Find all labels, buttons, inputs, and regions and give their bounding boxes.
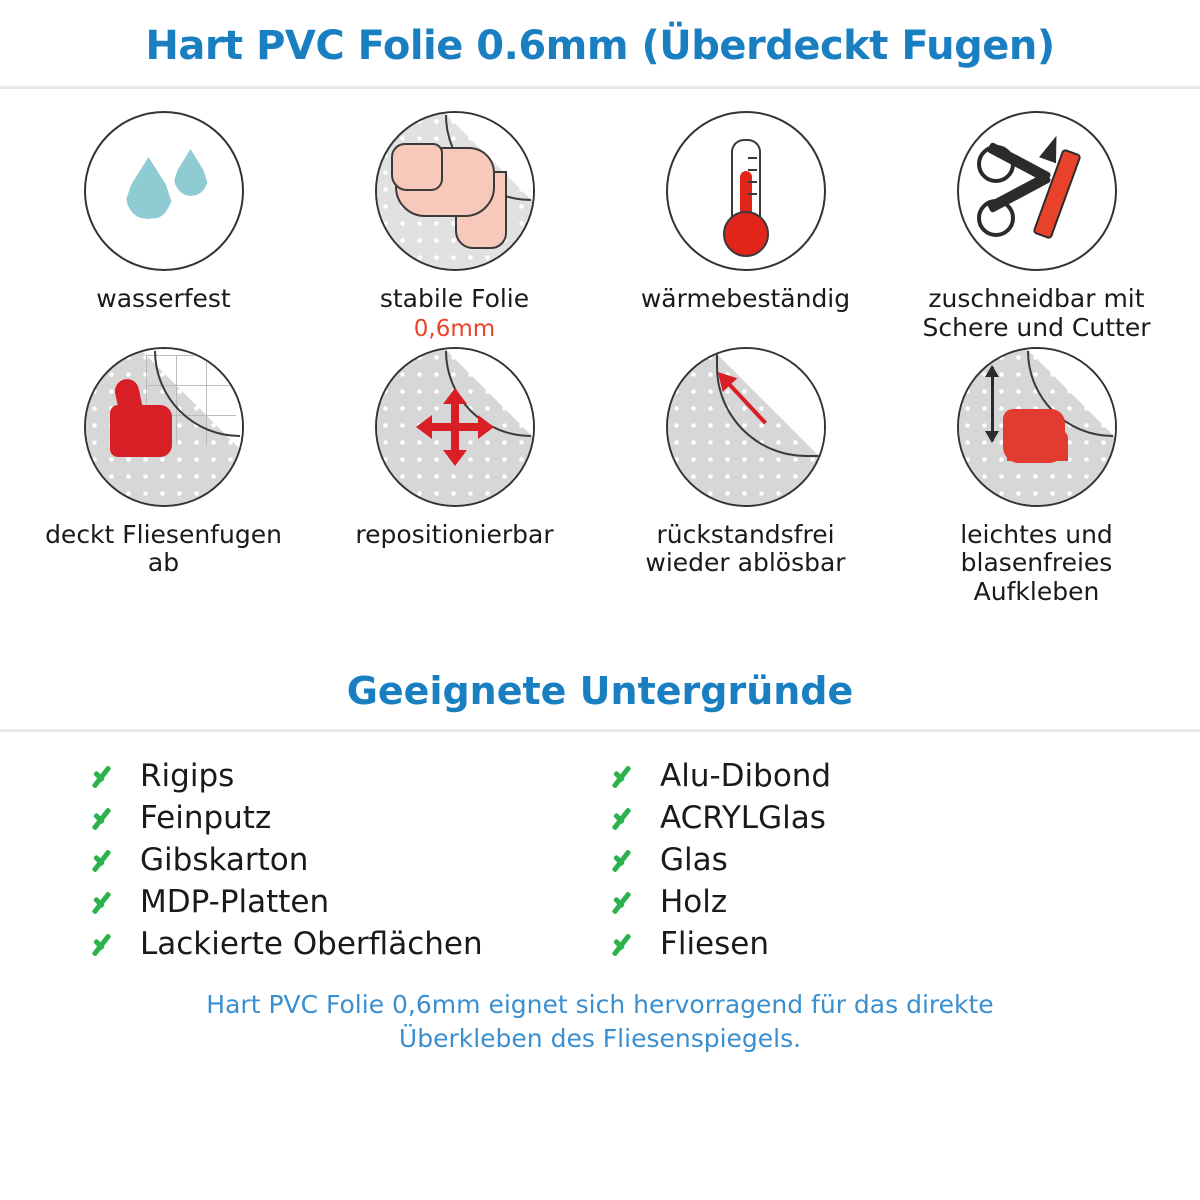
subtitle-bar <box>0 663 1200 732</box>
check-icon <box>610 886 642 918</box>
substrates-column-right <box>610 758 1110 962</box>
check-icon <box>90 760 122 792</box>
feature-grid <box>0 89 1200 607</box>
list-item <box>90 884 590 920</box>
list-item-label: MDP-Platten <box>140 883 330 920</box>
feature-label: repositionierbar <box>355 519 554 549</box>
substrates-column-left <box>90 758 590 962</box>
list-item <box>90 800 590 836</box>
check-icon <box>90 928 122 960</box>
list-item-label: Gibskarton <box>140 841 309 878</box>
peel-off-arrow-icon <box>666 347 826 507</box>
page-title: Hart PVC Folie 0.6mm (Überdeckt Fugen) <box>145 23 1055 69</box>
list-item <box>90 842 590 878</box>
title-bar <box>0 0 1200 89</box>
feature-item <box>18 111 309 343</box>
feature-item <box>600 111 891 343</box>
list-item <box>610 758 1110 794</box>
list-item <box>610 926 1110 962</box>
list-item <box>90 758 590 794</box>
footer-line-1: Hart PVC Folie 0,6mm eignet sich hervorragend für das direkte <box>206 989 994 1019</box>
substrates-title: Geeignete Untergründe <box>346 668 854 713</box>
list-item-label: Fliesen <box>660 925 769 962</box>
list-item <box>610 842 1110 878</box>
substrates-list <box>0 732 1200 962</box>
feature-label: stabile Folie <box>379 284 530 313</box>
feature-item <box>891 347 1182 607</box>
hand-apply-icon <box>957 347 1117 507</box>
feature-label: zuschneidbar mit Schere und Cutter <box>922 284 1151 342</box>
feature-label: deckt Fliesenfugen ab <box>45 519 282 578</box>
feature-label: rückstandsfrei wieder ablösbar <box>645 519 846 578</box>
muscle-arm-icon <box>375 111 535 271</box>
thermometer-icon <box>666 111 826 271</box>
list-item <box>90 926 590 962</box>
list-item <box>610 800 1110 836</box>
water-drops-icon <box>84 111 244 271</box>
feature-sublabel: 0,6mm <box>413 315 496 342</box>
feature-item <box>309 111 600 343</box>
feature-label: wärmebeständig <box>640 284 851 313</box>
scissors-cutter-icon <box>957 111 1117 271</box>
check-icon <box>90 844 122 876</box>
list-item-label: Alu-Dibond <box>660 757 832 794</box>
feature-label: leichtes und blasenfreies Aufkleben <box>960 519 1113 606</box>
footer-line-2: Überkleben des Fliesenspiegels. <box>398 1023 802 1053</box>
footer-note <box>0 962 1200 1056</box>
check-icon <box>610 760 642 792</box>
feature-item <box>600 347 891 607</box>
list-item-label: Glas <box>660 841 728 878</box>
thumbs-up-tiles-icon <box>84 347 244 507</box>
feature-label: wasserfest <box>96 284 231 313</box>
reposition-arrows-icon <box>375 347 535 507</box>
check-icon <box>610 928 642 960</box>
list-item-label: Feinputz <box>140 799 272 836</box>
feature-item <box>891 111 1182 343</box>
feature-item <box>18 347 309 607</box>
feature-item <box>309 347 600 607</box>
check-icon <box>90 886 122 918</box>
check-icon <box>90 802 122 834</box>
list-item-label: ACRYLGlas <box>660 799 826 836</box>
list-item-label: Lackierte Oberflächen <box>140 925 483 962</box>
list-item-label: Rigips <box>140 757 235 794</box>
check-icon <box>610 844 642 876</box>
list-item <box>610 884 1110 920</box>
list-item-label: Holz <box>660 883 728 920</box>
check-icon <box>610 802 642 834</box>
